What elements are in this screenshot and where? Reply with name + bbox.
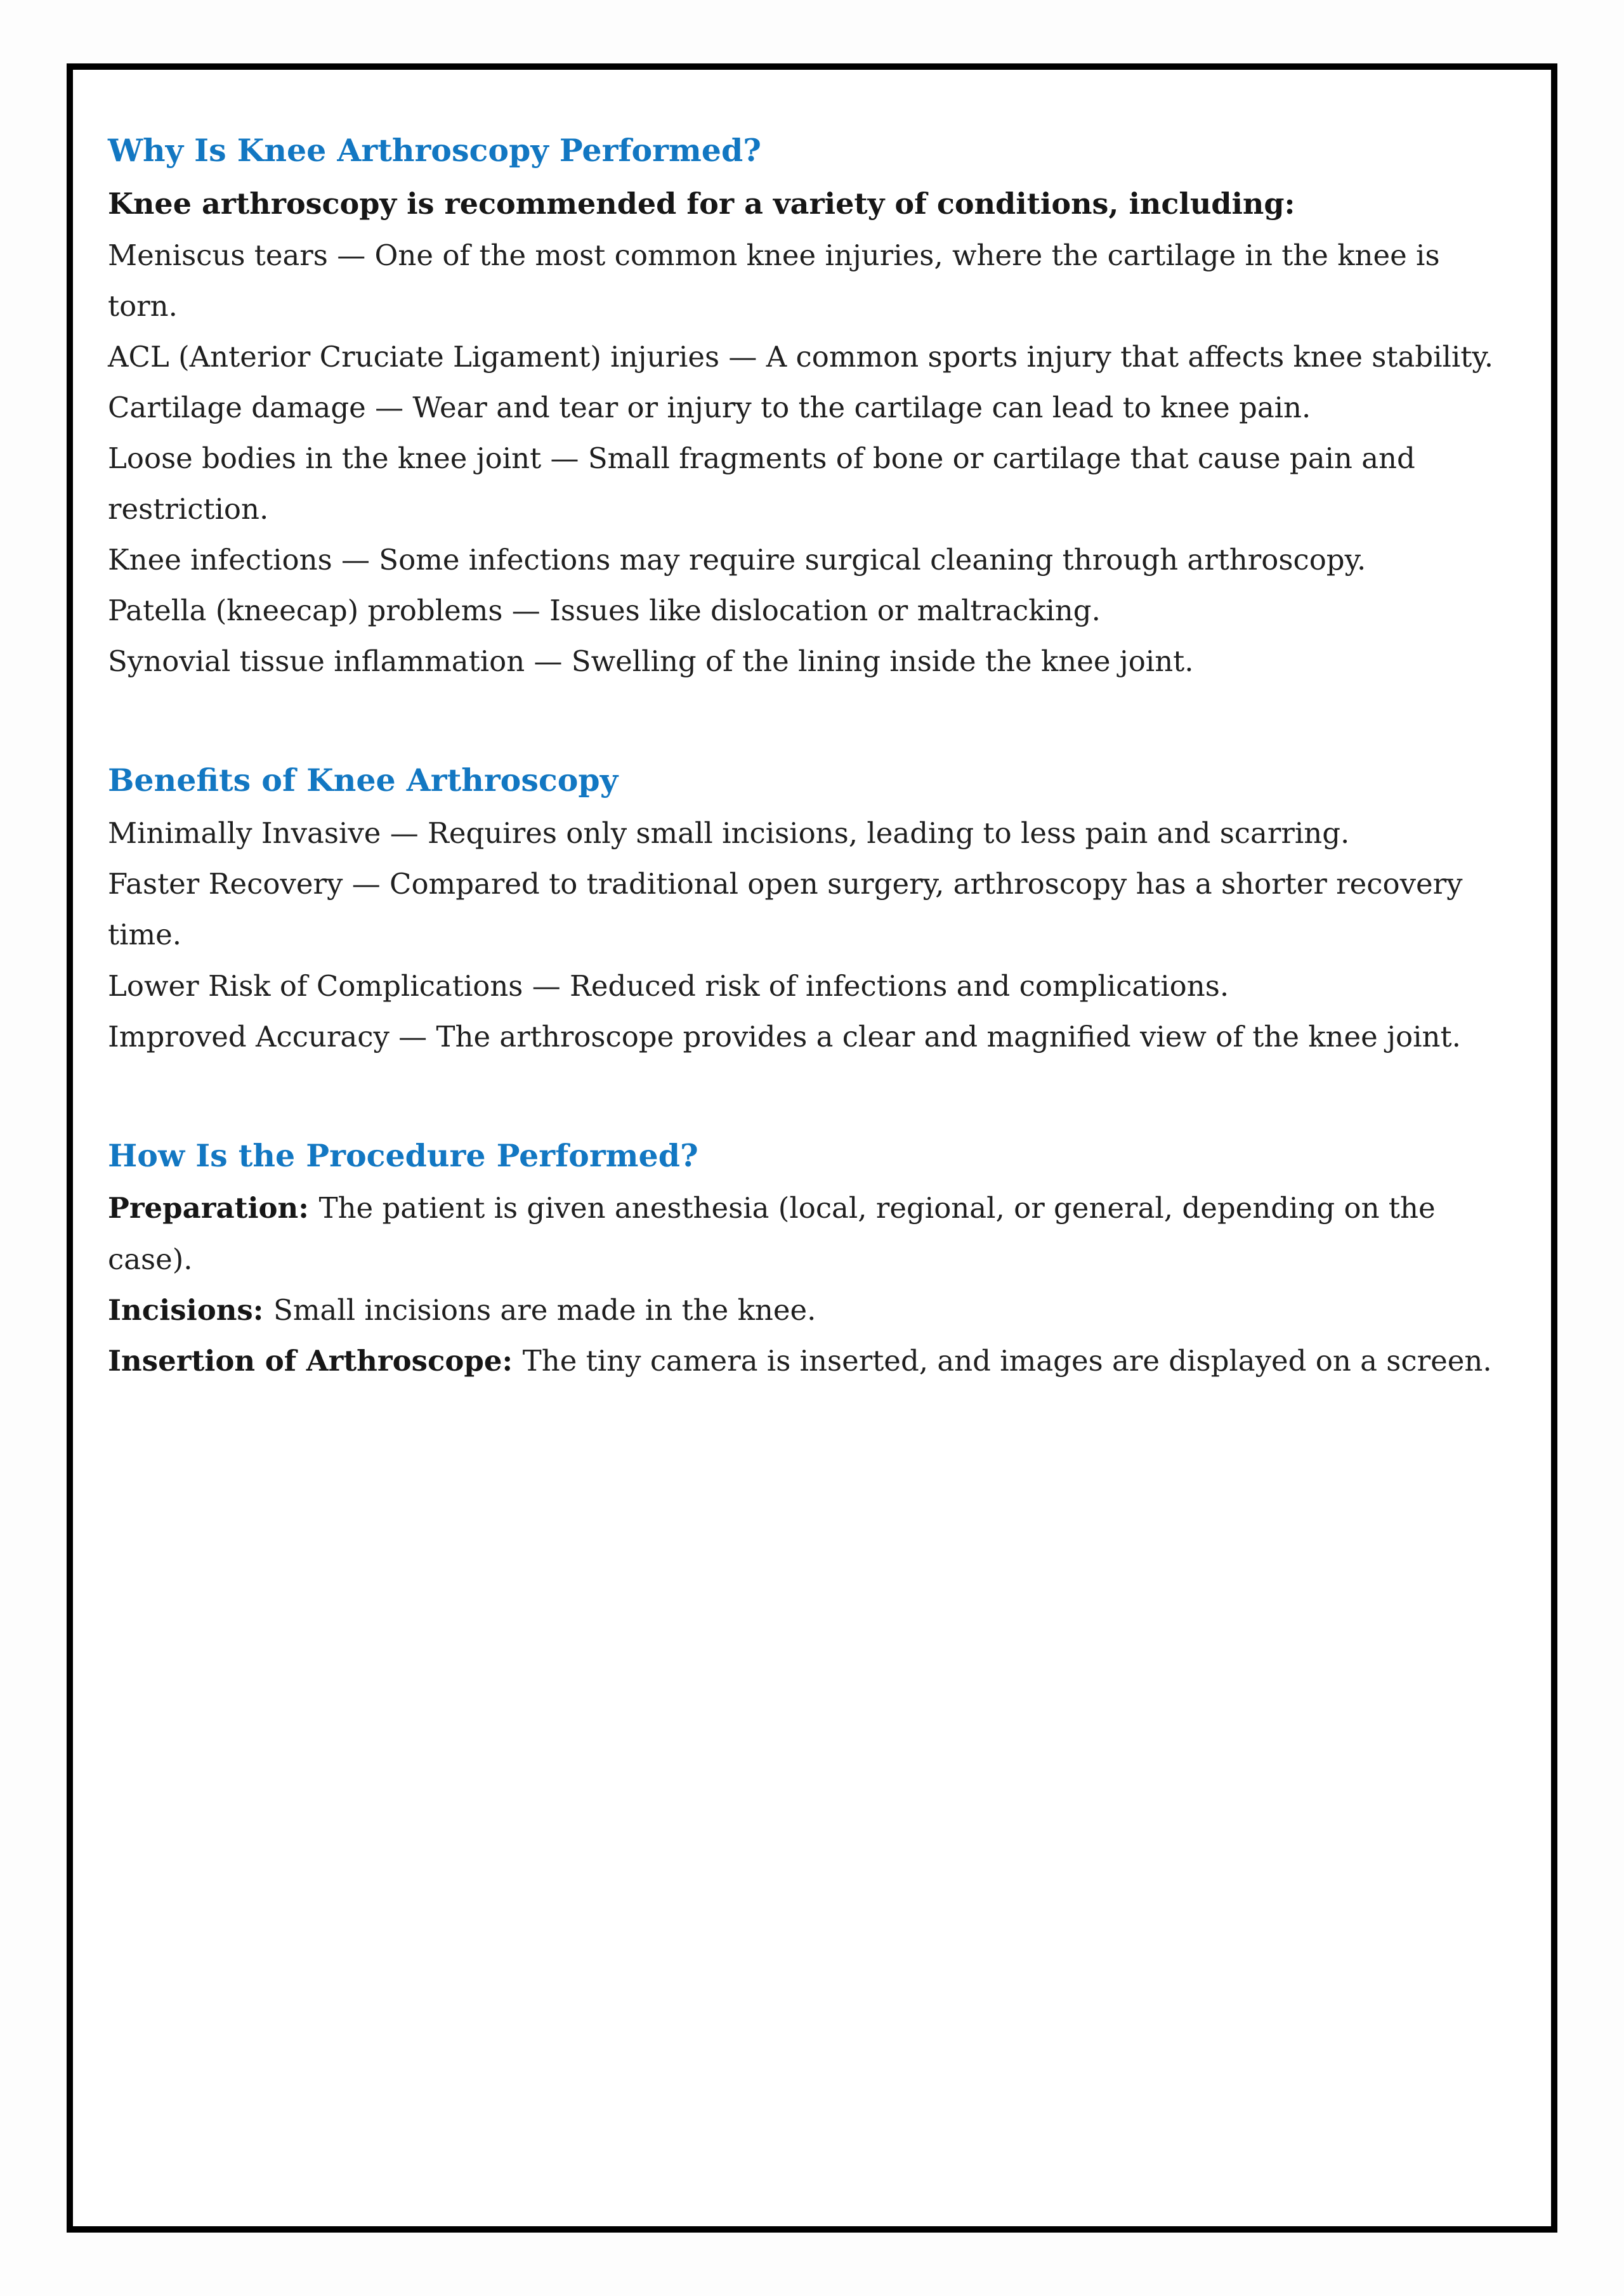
section-intro: Knee arthroscopy is recommended for a variety of conditions, including: [108, 186, 1295, 221]
step-text-incisions: Small incisions are made in the knee. [273, 1293, 816, 1327]
step-label-insertion: Insertion of Arthroscope: [108, 1343, 523, 1378]
document-frame [67, 63, 1557, 2233]
condition-item-cartilage: Cartilage damage — Wear and tear or injury to the cartilage can lead to knee pain. [108, 390, 1311, 424]
benefit-item-improved-accuracy: Improved Accuracy — The arthroscope provides a clear and magnified view of the knee joint. [108, 1019, 1461, 1053]
condition-item-meniscus: Meniscus tears — One of the most common knee injuries, where the cartilage in the knee is torn. [108, 238, 1440, 323]
section-why-performed [108, 124, 1516, 687]
section-procedure [108, 1129, 1516, 1386]
benefit-item-minimally-invasive: Minimally Invasive — Requires only small incisions, leading to less pain and scarring. [108, 816, 1350, 851]
condition-item-infections: Knee infections — Some infections may require surgical cleaning through arthroscopy. [108, 543, 1366, 577]
section-heading-procedure: How Is the Procedure Performed? [108, 1137, 698, 1174]
section-benefits [108, 753, 1516, 1062]
step-label-preparation: Preparation: [108, 1191, 319, 1225]
procedure-step-preparation [108, 1183, 1516, 1284]
step-text-insertion: The tiny camera is inserted, and images are displayed on a screen. [522, 1343, 1492, 1378]
benefit-item-lower-risk: Lower Risk of Complications — Reduced risk of infections and complications. [108, 969, 1229, 1003]
condition-item-synovial: Synovial tissue inflammation — Swelling of the lining inside the knee joint. [108, 644, 1194, 679]
section-heading-why-performed: Why Is Knee Arthroscopy Performed? [108, 132, 761, 169]
benefit-item-faster-recovery: Faster Recovery — Compared to traditional open surgery, arthroscopy has a shorter recovery time. [108, 867, 1463, 952]
step-text-preparation: The patient is given anesthesia (local, regional, or general, depending on the case). [108, 1191, 1436, 1276]
section-heading-benefits: Benefits of Knee Arthroscopy [108, 762, 619, 799]
condition-item-loose-bodies: Loose bodies in the knee joint — Small fragments of bone or cartilage that cause pain and restriction. [108, 441, 1415, 526]
procedure-step-incisions [108, 1285, 1516, 1336]
condition-item-patella: Patella (kneecap) problems — Issues like dislocation or maltracking. [108, 594, 1101, 628]
step-label-incisions: Incisions: [108, 1293, 274, 1327]
procedure-step-insertion [108, 1336, 1516, 1386]
condition-item-acl: ACL (Anterior Cruciate Ligament) injuries — A common sports injury that affects knee stability. [108, 339, 1494, 374]
